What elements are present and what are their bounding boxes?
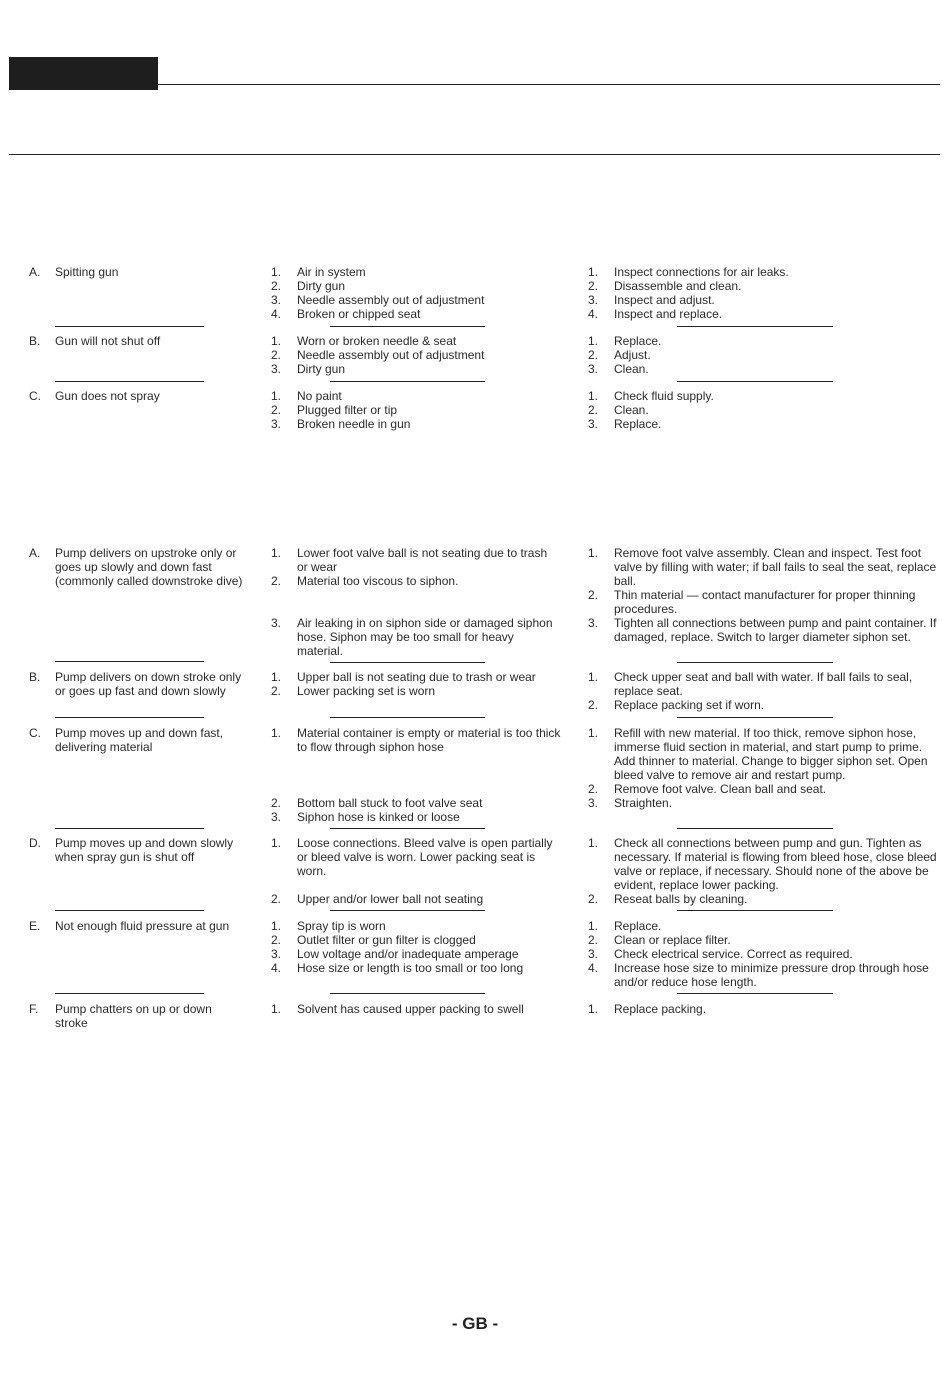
row-letter: A. [29, 546, 41, 560]
problem-text: Pump delivers on down stroke only or goes up fast and down slowly [55, 670, 242, 698]
list-number: 1. [271, 265, 282, 279]
row-letter: B. [29, 334, 41, 348]
list-number: 1. [271, 670, 282, 684]
page-label: - GB - [451, 1314, 499, 1333]
section-rule [9, 154, 940, 155]
list-number: 3. [588, 362, 599, 376]
cause-text: Low voltage and/or inadequate amperage [297, 947, 519, 961]
list-number: 2. [271, 348, 282, 362]
row-separator [677, 910, 833, 911]
problem-text: Pump chatters on up or down stroke [55, 1002, 212, 1030]
cause-text: Broken or chipped seat [297, 307, 421, 321]
solution-text: Replace packing set if worn. [614, 698, 765, 712]
list-number: 1. [271, 1002, 282, 1016]
solution-text: Increase hose size to minimize pressure drop through hose and/or reduce hose length. [614, 961, 929, 989]
row-separator [677, 993, 833, 994]
cause-text: Dirty gun [297, 279, 346, 293]
solution-text: Tighten all connections between pump and paint container. If damaged, replace. Switch to larger diameter siphon set. [614, 616, 937, 644]
header-tab [9, 57, 158, 90]
cause-list [271, 546, 561, 658]
row-separator [330, 828, 485, 829]
row-letter: D. [29, 836, 41, 850]
cause-text: Bottom ball stuck to foot valve seat [297, 796, 483, 810]
cause-text: Solvent has caused upper packing to swell [297, 1002, 524, 1016]
row-separator [677, 662, 833, 663]
list-number: 4. [588, 961, 599, 975]
solution-text: Inspect and replace. [614, 307, 723, 321]
row-letter: A. [29, 265, 41, 279]
list-number: 1. [588, 919, 599, 933]
list-number: 1. [588, 670, 599, 684]
cause-list [271, 334, 561, 376]
row-separator [330, 910, 485, 911]
solution-text: Check fluid supply. [614, 389, 714, 403]
cause-text: Loose connections. Bleed valve is open partially or bleed valve is worn. Lower packing seat is worn. [297, 836, 553, 878]
cause-text: Upper and/or lower ball not seating [297, 892, 484, 906]
list-number: 2. [271, 933, 282, 947]
list-number: 1. [588, 1002, 599, 1016]
cause-text: Needle assembly out of adjustment [297, 348, 485, 362]
list-number: 3. [588, 947, 599, 961]
list-number: 4. [588, 307, 599, 321]
problem-text: Pump moves up and down fast, delivering material [55, 726, 224, 754]
cause-text: Material container is empty or material is too thick to flow through siphon hose [297, 726, 561, 754]
cause-list [271, 265, 561, 321]
solution-list [588, 334, 943, 376]
row-separator [55, 381, 204, 382]
row-separator [55, 993, 204, 994]
solution-list [588, 836, 943, 906]
list-number: 1. [271, 836, 282, 850]
list-number: 1. [588, 836, 599, 850]
solution-text: Replace. [614, 334, 662, 348]
list-number: 1. [588, 265, 599, 279]
list-number: 3. [271, 616, 282, 630]
list-number: 1. [588, 546, 599, 560]
list-number: 1. [271, 546, 282, 560]
solution-text: Replace. [614, 417, 662, 431]
cause-text: Broken needle in gun [297, 417, 411, 431]
list-number: 1. [271, 334, 282, 348]
row-separator [55, 828, 204, 829]
solution-list [588, 1002, 943, 1016]
row-separator [55, 661, 204, 662]
list-number: 2. [271, 892, 282, 906]
list-number: 2. [271, 574, 282, 588]
cause-text: Needle assembly out of adjustment [297, 293, 485, 307]
solution-text: Adjust. [614, 348, 651, 362]
list-number: 2. [588, 933, 599, 947]
cause-text: Air leaking in on siphon side or damaged siphon hose. Siphon may be too small for heavy material. [297, 616, 553, 658]
list-number: 3. [271, 947, 282, 961]
list-number: 1. [271, 389, 282, 403]
problem-text: Spitting gun [55, 265, 119, 279]
list-number: 2. [588, 782, 599, 796]
list-number: 4. [271, 307, 282, 321]
solution-text: Check all connections between pump and gun. Tighten as necessary. If material is flowing from bleed hose, close bleed valve or replace, if necessary. Should none of the above be evident, replace lower packing. [614, 836, 937, 892]
row-letter: C. [29, 726, 41, 740]
row-separator [677, 326, 833, 327]
header-rule [158, 84, 940, 85]
solution-list [588, 670, 943, 712]
row-separator [677, 828, 833, 829]
list-number: 2. [588, 403, 599, 417]
solution-text: Refill with new material. If too thick, remove siphon hose, immerse fluid section in material, and start pump to prime. Add thinner to material. Change to bigger siphon set. Open bleed valve to remove air and restart pump. [614, 726, 928, 782]
problem-text: Gun does not spray [55, 389, 160, 403]
problem-text: Gun will not shut off [55, 334, 161, 348]
list-number: 3. [588, 417, 599, 431]
solution-text: Clean. [614, 403, 649, 417]
cause-text: Upper ball is not seating due to trash or wear [297, 670, 536, 684]
cause-list [271, 726, 561, 824]
cause-text: Hose size or length is too small or too long [297, 961, 524, 975]
cause-text: Siphon hose is kinked or loose [297, 810, 460, 824]
solution-text: Disassemble and clean. [614, 279, 742, 293]
solution-text: Check electrical service. Correct as required. [614, 947, 853, 961]
cause-text: Worn or broken needle & seat [297, 334, 457, 348]
solution-text: Remove foot valve. Clean ball and seat. [614, 782, 827, 796]
row-letter: F. [29, 1002, 39, 1016]
list-number: 4. [271, 961, 282, 975]
row-letter: E. [29, 919, 41, 933]
solution-text: Clean. [614, 362, 649, 376]
list-number: 2. [588, 588, 599, 602]
cause-list [271, 836, 561, 906]
list-number: 2. [271, 279, 282, 293]
solution-text: Inspect connections for air leaks. [614, 265, 789, 279]
row-separator [330, 381, 485, 382]
solution-list [588, 919, 943, 989]
row-separator [330, 993, 485, 994]
problem-text: Pump moves up and down slowly when spray gun is shut off [55, 836, 234, 864]
cause-text: Plugged filter or tip [297, 403, 398, 417]
row-letter: B. [29, 670, 41, 684]
cause-list [271, 670, 561, 698]
list-number: 1. [588, 726, 599, 740]
cause-list [271, 1002, 561, 1016]
row-separator [677, 717, 833, 718]
list-number: 3. [271, 293, 282, 307]
solution-list [588, 726, 943, 810]
solution-list [588, 265, 943, 321]
row-separator [330, 326, 485, 327]
list-number: 1. [588, 389, 599, 403]
list-number: 3. [271, 810, 282, 824]
solution-text: Replace packing. [614, 1002, 707, 1016]
list-number: 3. [271, 417, 282, 431]
list-number: 2. [588, 348, 599, 362]
solution-text: Inspect and adjust. [614, 293, 715, 307]
list-number: 2. [588, 698, 599, 712]
solution-text: Check upper seat and ball with water. If ball fails to seal, replace seat. [614, 670, 913, 698]
row-letter: C. [29, 389, 41, 403]
solution-text: Clean or replace filter. [614, 933, 731, 947]
problem-text: Pump delivers on upstroke only or goes up slowly and down fast (commonly called downstroke dive) [55, 546, 243, 588]
list-number: 2. [271, 403, 282, 417]
list-number: 2. [271, 684, 282, 698]
list-number: 2. [588, 892, 599, 906]
list-number: 2. [271, 796, 282, 810]
cause-text: Outlet filter or gun filter is clogged [297, 933, 476, 947]
solution-text: Reseat balls by cleaning. [614, 892, 748, 906]
cause-list [271, 389, 561, 431]
cause-text: Spray tip is worn [297, 919, 386, 933]
cause-text: Lower packing set is worn [297, 684, 436, 698]
row-separator [55, 910, 204, 911]
row-separator [55, 326, 204, 327]
list-number: 3. [588, 616, 599, 630]
list-number: 3. [588, 293, 599, 307]
solution-text: Replace. [614, 919, 662, 933]
row-separator [330, 662, 485, 663]
cause-text: No paint [297, 389, 342, 403]
row-separator [55, 717, 204, 718]
solution-list [588, 546, 943, 644]
solution-text: Thin material — contact manufacturer for proper thinning procedures. [614, 588, 916, 616]
cause-text: Lower foot valve ball is not seating due to trash or wear [297, 546, 548, 574]
solution-text: Straighten. [614, 796, 673, 810]
list-number: 3. [271, 362, 282, 376]
cause-list [271, 919, 561, 975]
list-number: 1. [271, 919, 282, 933]
solution-text: Remove foot valve assembly. Clean and inspect. Test foot valve by filling with water; if ball fails to seal the seat, replace ball. [614, 546, 937, 588]
solution-list [588, 389, 943, 431]
list-number: 1. [271, 726, 282, 740]
cause-text: Air in system [297, 265, 366, 279]
row-separator [330, 717, 485, 718]
cause-text: Material too viscous to siphon. [297, 574, 459, 588]
problem-text: Not enough fluid pressure at gun [55, 919, 230, 933]
row-separator [677, 381, 833, 382]
list-number: 3. [588, 796, 599, 810]
cause-text: Dirty gun [297, 362, 346, 376]
list-number: 1. [588, 334, 599, 348]
list-number: 2. [588, 279, 599, 293]
